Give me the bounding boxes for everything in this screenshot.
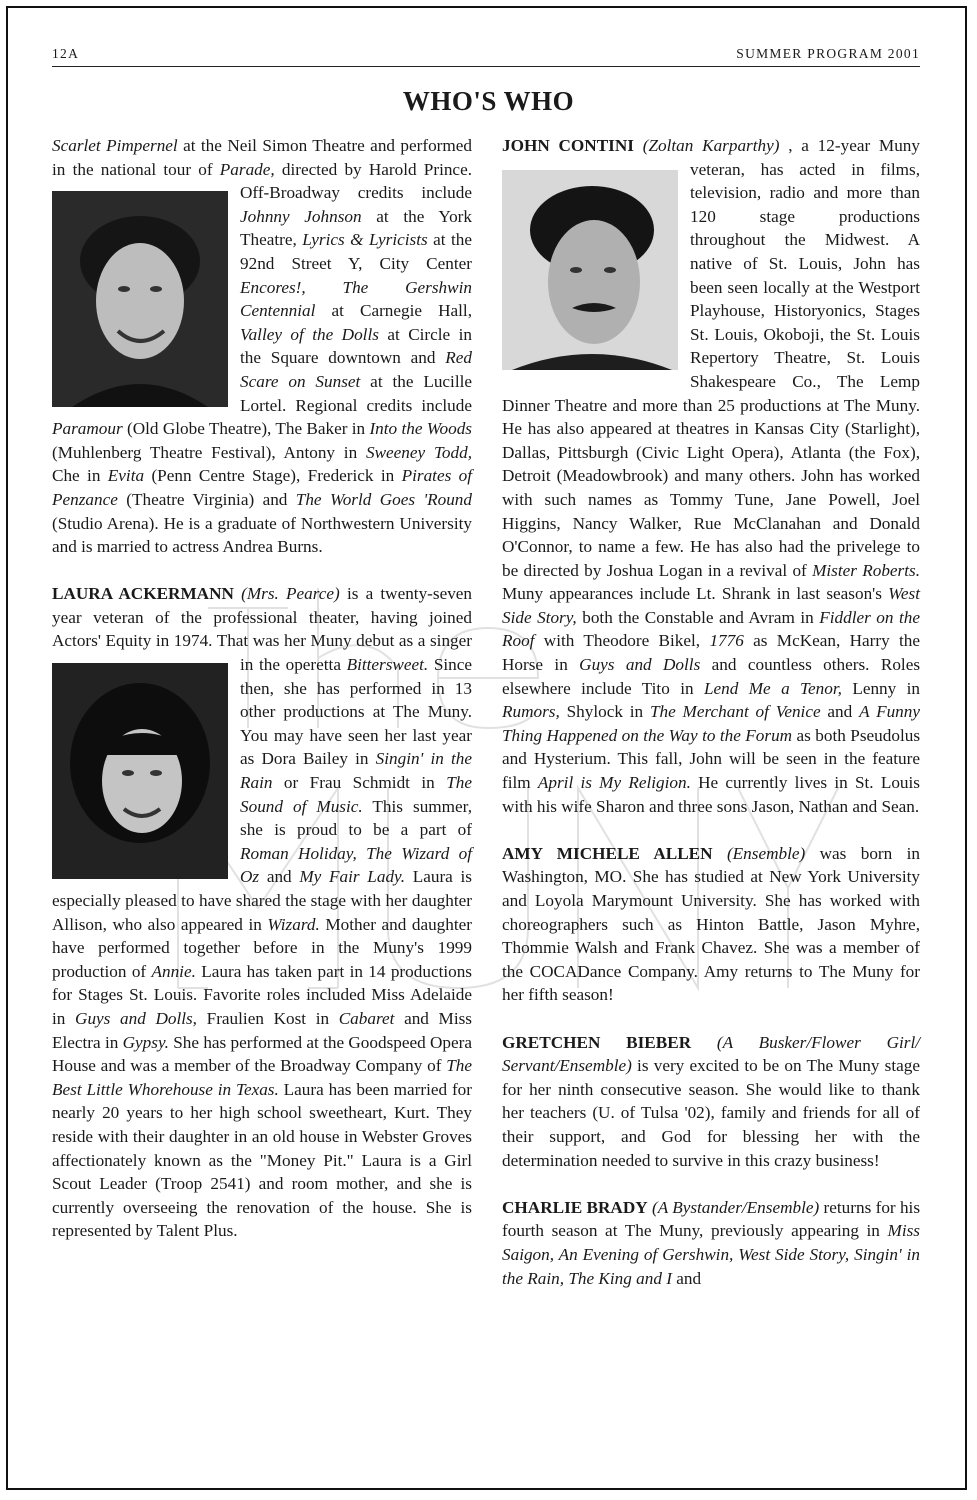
- right-column: [502, 134, 920, 1290]
- bio-name: LAURA ACKERMANN: [52, 584, 234, 604]
- headshot-mustache-photo: [502, 170, 678, 370]
- page-number: 12A: [52, 46, 80, 61]
- bio-role: (Zoltan Karparthy): [642, 136, 780, 155]
- bio-amy-michele-allen: AMY MICHELE ALLEN (Ensemble) was born in Washington, MO. She has studied at New York University and Loyola Marymount University. She has worked with choreographers such as Hinton Battle, Jason Myhre, Thommie Walsh and Frank Chavez. She was a member of the COCADance Company. Amy returns to The Muny for her fifth season!: [502, 843, 920, 1005]
- bio-name: GRETCHEN BIEBER: [502, 1032, 692, 1052]
- bio-name: JOHN CONTINI: [502, 136, 634, 155]
- bio-john-contini: JOHN CONTINI (Zoltan Karparthy) , a 12-year Muny veteran, has acted in films, television, radio and more than 120 stage productions throughout the Midwest. A native of St. Louis, John has been seen locally at the Westport Playhouse, Historyonics, Stages St. Louis, Okoboji, the St. Louis Repertory Theatre, St. Louis Shakespeare Co., The Lemp Dinner Theatre and more than 25 productions at The Muny. He has also appeared at theatres in Kansas City (Starlight), Dallas, Pittsburgh (Civic Light Opera), Atlanta (the Fox), Detroit (Meadowbrook) and many others. John has worked with such names as Tommy Tune, Jane Powell, Joel Higgins, Nancy Walker, Rue McClanahan and Donald O'Connor, to name a few. He has also had the privelege to be directed by Joshua Logan in a revival of Mister Roberts. Muny appearances include Lt. Shrank in last season's West Side Story, both the Constable and Avram in Fiddler on the Roof with Theodore Bikel, 1776 as McKean, Harry the Horse in Guys and Dolls and countless others. Roles elsewhere include Tito in Lend Me a Tenor, Lenny in Rumors, Shylock in The Merchant of Venice and A Funny Thing Happened on the Way to the Forum as both Pseudolus and Hysterium. This fall, John will be seen in the feature film April is My Religion. He currently lives in St. Louis with his wife Sharon and three sons Jason, Nathan and Sean.: [502, 136, 921, 816]
- left-column: [52, 134, 472, 1243]
- bio-charlie-brady: CHARLIE BRADY (A Bystander/Ensemble) returns for his fourth season at The Muny, previously appearing in Miss Saigon, An Evening of Gershwin, West Side Story, Singin' in the Rain, The King and I and: [502, 1197, 921, 1288]
- headshot-male-photo: [52, 191, 228, 407]
- header-rule: [52, 66, 920, 68]
- bio-name: AMY MICHELE ALLEN: [502, 843, 713, 863]
- bio-role: (A Busker/Flower Girl/ Servant/Ensemble): [502, 1032, 920, 1076]
- bio-name: CHARLIE BRADY: [502, 1197, 648, 1217]
- bio-gretchen-bieber: GRETCHEN BIEBER (A Busker/Flower Girl/ Servant/Ensemble) is very excited to be on The Muny stage for her ninth consecutive season. She would like to thank her teachers (U. of Tulsa '02), family and friends for all of their support, and God for blessing her with the determination needed to survive in this crazy business!: [502, 1032, 920, 1170]
- program-page: [6, 6, 967, 1490]
- bio-role: (Mrs. Pearce): [241, 584, 340, 604]
- bio-continuation: Scarlet Pimpernel at the Neil Simon Theatre and performed in the national tour of Parade, directed by Harold Prince. Off-Broadway credits include Johnny Johnson at the York Theatre, Lyrics & Lyricists at the 92nd Street Y, City Center Encores!, The Gershwin Centennial at Carnegie Hall, Valley of the Dolls at Circle in the Square downtown and Red Scare on Sunset at the Lucille Lortel. Regional credits include Paramour (Old Globe Theatre), The Baker in Into the Woods (Muhlenberg Theatre Festival), Antony in Sweeney Todd, Che in Evita (Penn Centre Stage), Frederick in Pirates of Penzance (Theatre Virginia) and The World Goes 'Round (Studio Arena). He is a graduate of Northwestern University and is married to actress Andrea Burns.: [52, 136, 473, 557]
- bio-role: (A Bystander/Ensemble): [651, 1197, 820, 1217]
- bio-role: (Ensemble): [726, 843, 806, 863]
- program-title: SUMMER PROGRAM 2001: [736, 46, 920, 61]
- headshot-female-photo: [52, 663, 228, 879]
- page-title: WHO'S WHO: [402, 86, 575, 116]
- bio-laura-ackermann: LAURA ACKERMANN (Mrs. Pearce) is a twenty-seven year veteran of the professional theater, having joined Actors' Equity in 1974. That was her Muny debut as a singer in the operetta Bittersweet. Since then, she has performed in 13 other productions at The Muny. You may have seen her last year as Dora Bailey in Singin' in the Rain or Frau Schmidt in The Sound of Music. This summer, she is proud to be a part of Roman Holiday, The Wizard of Oz and My Fair Lady. Laura is especially pleased to have shared the stage with her daughter Allison, who also appeared in Wizard. Mother and daughter have performed together before in the Muny's 1999 production of Annie. Laura has taken part in 14 productions for Stages St. Louis. Favorite roles included Miss Adelaide in Guys and Dolls, Fraulien Kost in Cabaret and Miss Electra in Gypsy. She has performed at the Goodspeed Opera House and was a member of the Broadway Company of The Best Little Whorehouse in Texas. Laura has been married for nearly 20 years to her high school sweetheart, Kurt. They reside with their daughter in an old house in Webster Groves affectionately known as the "Money Pit." Laura is a Girl Scout Leader (Troop 2541) and room mother, and she is currently overseeing the renovation of the house. She is represented by Talent Plus.: [52, 584, 473, 1241]
